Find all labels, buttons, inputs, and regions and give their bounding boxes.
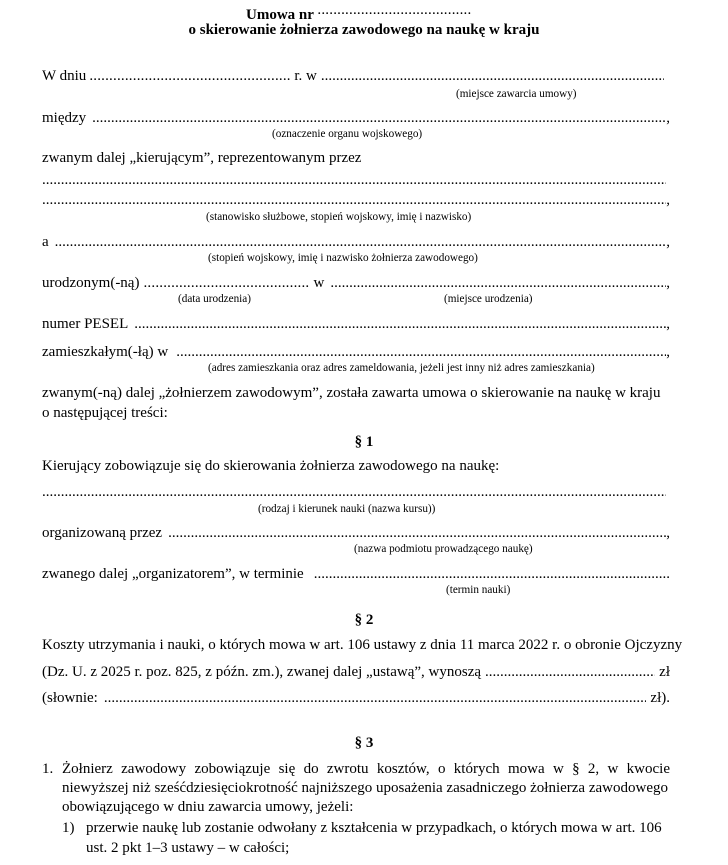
zl-label: zł	[659, 664, 670, 680]
soldier-blank[interactable]	[55, 234, 667, 251]
title-prefix: Umowa nr	[246, 7, 314, 23]
course-blank[interactable]	[42, 484, 666, 501]
w-label: w	[313, 275, 325, 291]
item-1-line-1: Żołnierz zawodowy zobowiązuje się do zwrotu kosztów, o których mowa w § 2, w kwocie	[62, 761, 670, 777]
a-row: a ..... ,	[42, 234, 670, 251]
organ-blank[interactable]	[92, 110, 666, 127]
contract-number-blank[interactable]	[317, 2, 471, 19]
section-2-line-1: Koszty utrzymania i nauki, o których mowa w art. 106 ustawy z dnia 11 marca 2022 r. o obronie Ojczyzny	[42, 637, 683, 653]
place-blank[interactable]	[321, 68, 664, 85]
pesel-row: numer PESEL ..... ,	[42, 316, 670, 333]
item-1-line-2: niewyższej niż sześćdziesięciokrotność najniższego uposażenia zasadniczego żołnierza zawodowego	[62, 780, 668, 796]
r-w-label: r. w	[294, 68, 317, 84]
zolnierz-text-1: zwanym(-ną) dalej „żołnierzem zawodowym”, została zawarta umowa o skierowanie na naukę w kraju	[42, 385, 661, 401]
address-row: zamieszkałym(-łą) w ..... ,	[42, 344, 670, 361]
stanowisko-caption: (stanowisko służbowe, stopień wojskowy, imię i nazwisko)	[206, 211, 472, 223]
amount-blank[interactable]	[485, 664, 655, 681]
place-caption: (miejsce zawarcia umowy)	[456, 88, 577, 100]
pesel-blank[interactable]	[134, 316, 666, 333]
sub-1-line-1: przerwie naukę lub zostanie odwołany z kształcenia w przypadkach, o których mowa w art. 106	[86, 820, 662, 836]
sub-1-line-2: ust. 2 pkt 1–3 ustawy – w całości;	[86, 840, 290, 856]
term-blank[interactable]	[314, 566, 667, 583]
organizer-row: organizowaną przez ..... ,	[42, 525, 670, 542]
address-caption: (adres zamieszkania oraz adres zameldowania, jeżeli jest inny niż adres zamieszkania)	[208, 362, 595, 374]
section-2-heading: § 2	[354, 612, 374, 628]
representative-blank-2[interactable]	[42, 192, 666, 209]
birth-place-blank[interactable]	[330, 275, 666, 292]
miedzy-row: między ..... ,	[42, 110, 670, 127]
zwanego-label: zwanego dalej „organizatorem”, w terminie	[42, 566, 304, 582]
urodzonym-label: urodzonym(-ną)	[42, 275, 140, 291]
a-label: a	[42, 234, 49, 250]
section-3-heading: § 3	[354, 735, 374, 751]
item-1-line-3: obowiązującego w dniu zawarcia umowy, jeżeli:	[62, 799, 354, 815]
birth-date-caption: (data urodzenia)	[178, 293, 251, 305]
section-2-amount-row	[42, 664, 670, 681]
date-place-row	[42, 68, 664, 85]
course-caption: (rodzaj i kierunek nauki (nazwa kursu))	[258, 503, 436, 515]
kierujacy-text: zwanym dalej „kierującym”, reprezentowanym przez	[42, 150, 362, 166]
term-row: zwanego dalej „organizatorem”, w terminie ..... .	[42, 566, 670, 583]
section-1-text: Kierujący zobowiązuje się do skierowania żołnierza zawodowego na naukę:	[42, 458, 500, 474]
sub-1-number: 1)	[62, 820, 75, 836]
section-1-heading: § 1	[354, 434, 374, 450]
item-1-number: 1.	[42, 761, 54, 777]
w-dniu-label: W dniu	[42, 68, 87, 84]
section-2-line-2: (Dz. U. z 2025 r. poz. 825, z późn. zm.), zwanej dalej „ustawą”, wynoszą	[42, 664, 482, 680]
birth-place-caption: (miejsce urodzenia)	[444, 293, 533, 305]
representative-line-1	[42, 172, 666, 189]
birth-date-blank[interactable]	[143, 275, 309, 292]
slownie-blank[interactable]	[104, 690, 647, 707]
zamieszkalym-label: zamieszkałym(-łą) w	[42, 344, 169, 360]
title	[246, 2, 471, 24]
course-line	[42, 484, 666, 501]
slownie-row	[42, 690, 670, 707]
date-blank[interactable]	[89, 68, 291, 85]
organ-caption: (oznaczenie organu wojskowego)	[272, 128, 423, 140]
organizowana-label: organizowaną przez	[42, 525, 163, 541]
zl-end-label: zł).	[650, 690, 670, 706]
pesel-label: numer PESEL	[42, 316, 129, 332]
term-caption: (termin nauki)	[446, 584, 511, 596]
birth-row: urodzonym(-ną) ..... w ..... ,	[42, 275, 670, 292]
address-blank[interactable]	[176, 344, 666, 361]
miedzy-label: między	[42, 110, 87, 126]
organizer-caption: (nazwa podmiotu prowadzącego naukę)	[354, 543, 533, 555]
representative-line-2: ..... ,	[42, 192, 670, 209]
subtitle: o skierowanie żołnierza zawodowego na naukę w kraju	[188, 22, 540, 38]
zolnierz-text-2: o następującej treści:	[42, 405, 168, 421]
soldier-caption: (stopień wojskowy, imię i nazwisko żołnierza zawodowego)	[208, 252, 478, 264]
organizer-blank[interactable]	[168, 525, 666, 542]
slownie-label: (słownie:	[42, 690, 98, 706]
representative-blank-1[interactable]	[42, 172, 666, 189]
